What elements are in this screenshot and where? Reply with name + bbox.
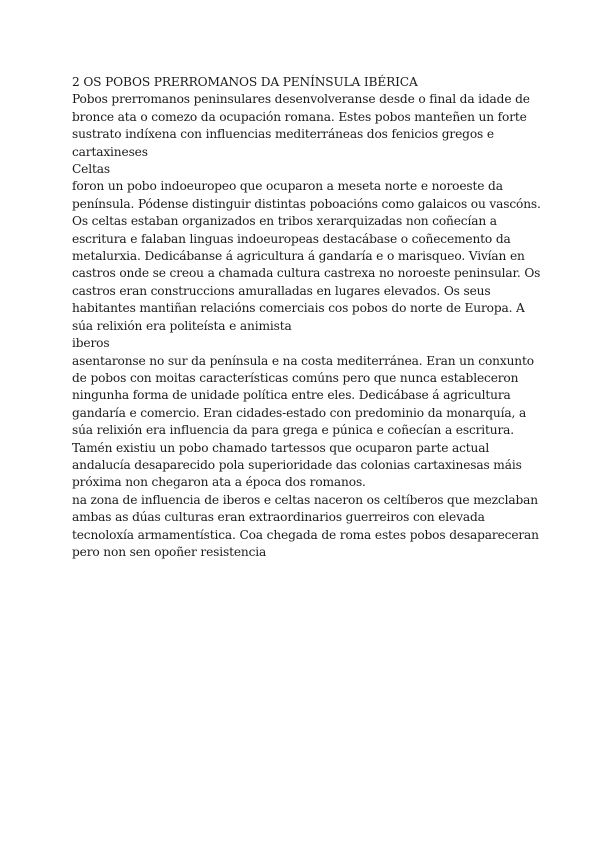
- document-title: 2 OS POBOS PRERROMANOS DA PENÍNSULA IBÉRICA: [72, 75, 418, 89]
- intro-paragraph: Pobos prerromanos peninsulares desenvolveranse desde o final da idade de bronce ata o comezo da ocupación romana. Estes pobos manteñen un forte sustrato indíxena con influencias mediterráneas dos fenicios gregos e cartaxineses: [72, 92, 530, 159]
- document-page: [72, 74, 542, 561]
- section-heading-celtas: Celtas: [72, 162, 110, 177]
- section-heading-iberos: iberos: [72, 336, 110, 351]
- closing-paragraph: na zona de influencia de iberos e celtas naceron os celtíberos que mezclaban ambas as dúas culturas eran extraordinarios guerreiros con elevada tecnoloxía armamentística. Coa chegada de roma estes pobos desapareceran pero non sen opoñer resistencia: [72, 492, 539, 559]
- section-text-iberos: asentaronse no sur da península e na costa mediterránea. Eran un conxunto de pobos con moitas características comúns pero que nunca estableceron ningunha forma de unidade política entre eles. Dedicábase á agricultura gandaría e comercio. Eran cidades-estado con predominio da monarquía, a súa relixión era influencia da para grega e púnica e coñecían a escritura. Tamén existiu un pobo chamado tartessos que ocuparon parte actual andalucía desaparecido pola superioridade das colonias cartaxinesas máis próxima non chegaron ata a época dos romanos.: [72, 353, 534, 490]
- section-text-celtas: foron un pobo indoeuropeo que ocuparon a meseta norte e noroeste da península. Pódense distinguir distintas poboacións como galaicos ou vascóns. Os celtas estaban organizados en tribos xerarquizadas non coñecían a escritura e falaban linguas indoeuropeas destacábase o coñecemento da metalurxia. Dedicábanse á agricultura á gandaría e o marisqueo. Vivían en castros onde se creou a chamada cultura castrexa no noroeste peninsular. Os castros eran construccions amuralladas en lugares elevados. Os seus habitantes mantiñan relacións comerciais cos pobos do norte de Europa. A súa relixión era politeísta e animista: [72, 179, 541, 333]
